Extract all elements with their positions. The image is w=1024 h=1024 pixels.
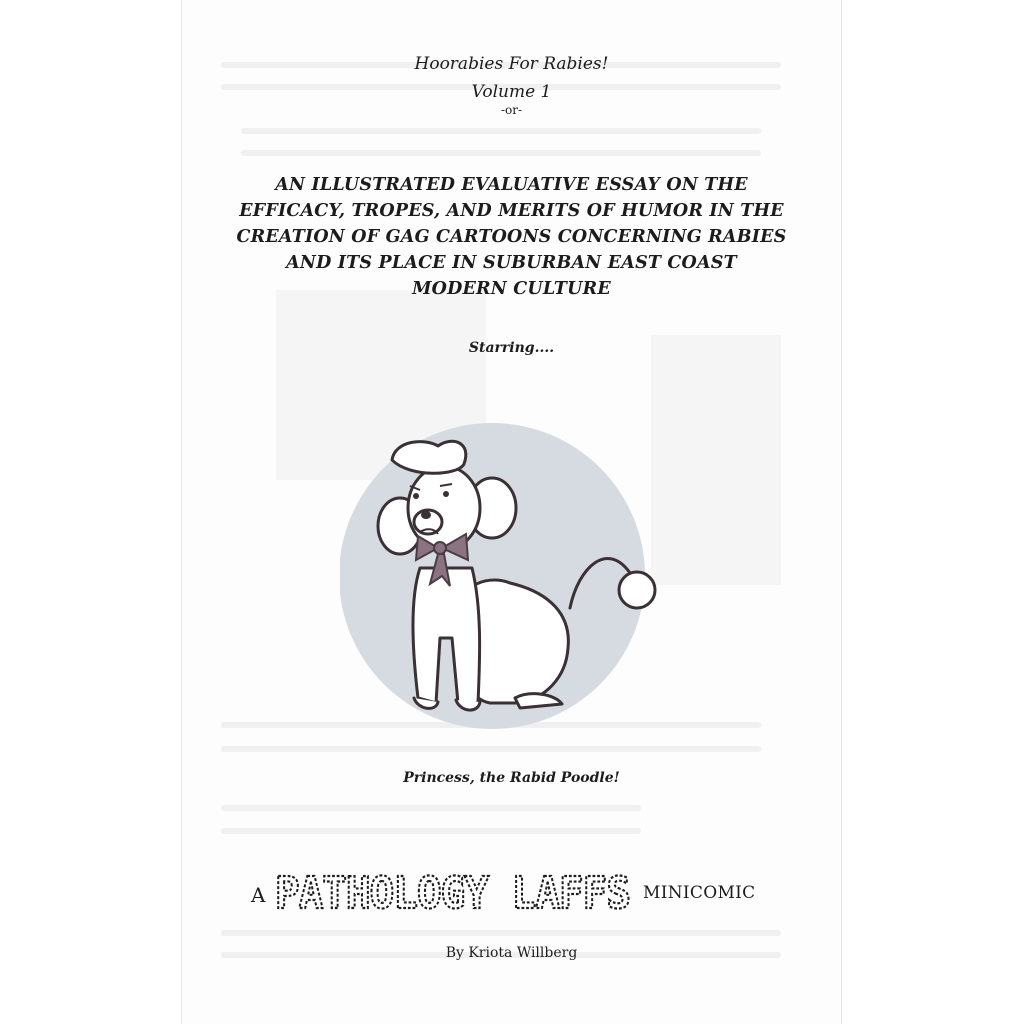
essay-title [230,172,793,302]
essay-title-line: MODERN CULTURE [412,279,611,299]
show-through-line [221,930,781,936]
series-title: Hoorabies For Rabies! [414,54,609,74]
volume-label: Volume 1 [471,82,552,102]
series-title-block [181,52,842,104]
brand-suffix: MINICOMIC [643,883,756,903]
show-through-line [221,828,641,834]
brand-prefix: A [251,883,266,907]
tail-pompom-icon [619,572,655,608]
show-through-line [241,128,761,134]
essay-title-line: AND ITS PLACE IN SUBURBAN EAST COAST [286,253,737,273]
character-caption: Princess, the Rabid Poodle! [403,770,620,786]
show-through-line [221,805,641,811]
essay-title-line: EFFICACY, TROPES, AND MERITS OF HUMOR IN THE [239,201,784,221]
starring-label: Starring.... [468,340,555,356]
show-through-line [241,150,761,156]
brand-name: PATHOLOGY LAFFS [275,868,630,919]
essay-title-line: AN ILLUSTRATED EVALUATIVE ESSAY ON THE [275,175,748,195]
poodle-illustration [340,398,680,758]
essay-title-line: CREATION OF GAG CARTOONS CONCERNING RABIES [236,227,787,247]
pathology-laffs-logo [275,862,635,922]
byline: By Kriota Willberg [445,945,578,961]
or-separator: -or- [500,103,523,117]
